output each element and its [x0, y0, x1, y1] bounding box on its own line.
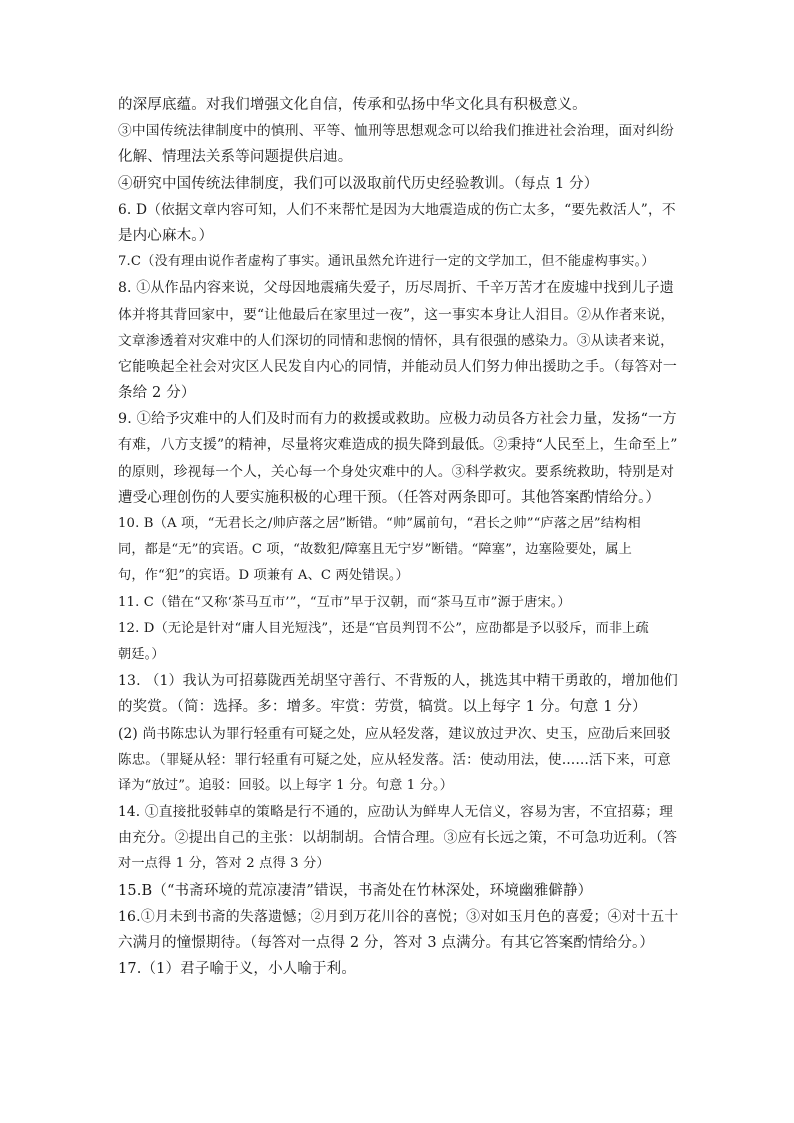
text-line: 条给 2 分） [118, 385, 196, 402]
answer-7-line: 7.C（没有理由说作者虚构了事实。通讯虽然允许进行一定的文学加工，但不能虚构事实。） [118, 254, 655, 270]
answer-14-line: 14. ①直接批驳韩卓的策略是行不通的，应劭认为鲜卑人无信义，容易为害，不宜招募；理 [118, 804, 674, 821]
answer-8-line: 8. ①从作品内容来说，父母因地震痛失爱子，历尽周折、千辛万苦才在废墟中找到儿子遗 [118, 280, 674, 297]
text-line: 的深厚底蕴。对我们增强文化自信，传承和弘扬中华文化具有积极意义。 [118, 97, 587, 113]
text-line: ③中国传统法律制度中的慎刑、平等、恤刑等思想观念可以给我们推进社会治理，面对纠纷 [118, 123, 675, 140]
text-line: 的奖赏。（简：选择。多：增多。牢赏：劳赏，犒赏。以上每字 1 分。句意 1 分） [118, 699, 647, 716]
text-line: 它能唤起全社会对灾区人民发自内心的同情，并能动员人们努力伸出援助之手。（每答对一 [118, 358, 677, 375]
text-line: 同，都是“无”的宾语。C 项，“故数犯/障塞且无宁岁”断错。“障塞”，边塞险要处，属上 [118, 542, 632, 558]
answer-17-line: 17.（1）君子喻于义，小人喻于利。 [118, 961, 356, 978]
answer-16-line: 16.①月未到书斋的失落遗憾；②月到万花川谷的喜悦；③对如玉月色的喜爱；④对十五十 [118, 908, 679, 925]
answer-document [118, 92, 678, 982]
text-line: 是内心麻木。） [118, 227, 214, 244]
answer-15-line: 15.B（“书斋环境的荒凉凄清”错误，书斋处在竹林深处，环境幽雅僻静） [118, 882, 593, 899]
answer-6-line: 6. D（依据文章内容可知，人们不来帮忙是因为大地震造成的伤亡太多，“要先救活人”，不 [118, 201, 676, 218]
answer-10-line: 10. B（A 项，“无君长之/帅庐落之居”断错。“帅”属前句，“君长之帅”“庐落之居”结构相 [118, 516, 641, 531]
text-line: 陈忠。（罪疑从轻：罪行轻重有可疑之处，应从轻发落。活：使动用法，使……活下来，可意 [118, 751, 671, 768]
text-line: 译为“放过”。追驳：回驳。以上每字 1 分。句意 1 分。） [118, 777, 454, 793]
text-line: 文章渗透着对灾难中的人们深切的同情和悲悯的情怀，具有很强的感染力。③从读者来说， [118, 332, 675, 349]
text-line: 的原则，珍视每一个人，关心每一个身处灾难中的人。③科学救灾。要系统救助，特别是对 [118, 463, 675, 480]
answer-11-line: 11. C（错在“又称‘茶马互市’”，“互市”早于汉朝，而“茶马互市”源于唐宋。） [118, 594, 571, 610]
text-line: 句，作“犯”的宾语。D 项兼有 A、C 两处错误。） [118, 568, 409, 584]
answer-13-line: 13. （1）我认为可招募陇西羌胡坚守善行、不背叛的人，挑选其中精干勇敢的，增加他们 [118, 673, 678, 690]
text-line: 有难，八方支援”的精神，尽量将灾难造成的损失降到最低。②秉持“人民至上，生命至上” [118, 437, 678, 454]
text-line: 遭受心理创伤的人要实施积极的心理干预。（任答对两条即可。其他答案酌情给分。） [118, 489, 661, 506]
answer-9-line: 9. ①给予灾难中的人们及时而有力的救援或救助。应极力动员各方社会力量，发扬“一方 [118, 411, 677, 428]
text-line: (2) 尚书陈忠认为罪行轻重有可疑之处，应从轻发落，建议放过尹次、史玉，应劭后来回驳 [118, 725, 671, 742]
text-line: 对一点得 1 分，答对 2 点得 3 分） [118, 856, 330, 872]
text-line: 体并将其背回家中，要“让他最后在家里过一夜”，这一事实本身让人泪目。②从作者来说， [118, 306, 675, 323]
text-line: 朝廷。） [118, 646, 165, 662]
text-line: ④研究中国传统法律制度，我们可以汲取前代历史经验教训。（每点 1 分） [118, 175, 599, 192]
answer-12-line: 12. D（无论是针对“庸人目光短浅”，还是“官员判罚不公”，应劭都是予以驳斥，而非上疏 [118, 620, 649, 636]
text-line: 化解、情理法关系等问题提供启迪。 [118, 149, 353, 166]
text-line: 由充分。②提出自己的主张：以胡制胡。合情合理。③应有长远之策，不可急功近利。（答 [118, 830, 677, 847]
text-line: 六满月的憧憬期待。（每答对一点得 2 分，答对 3 点满分。有其它答案酌情给分。） [118, 935, 655, 951]
